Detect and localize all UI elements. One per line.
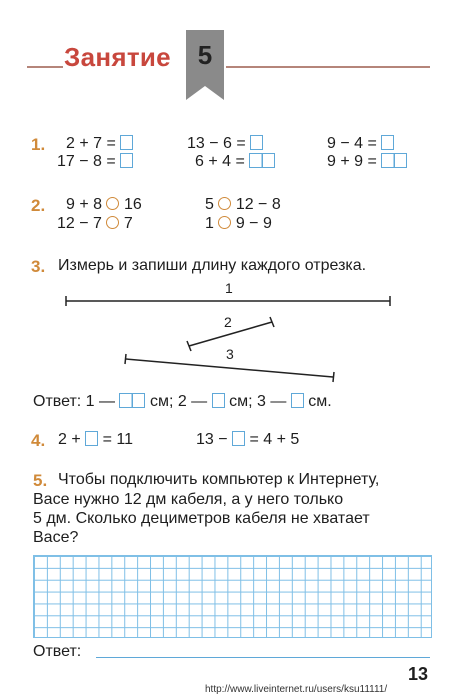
task4-equation-2: 13 − = 4 + 5 (196, 431, 300, 448)
segment-label-3: 3 (226, 346, 234, 362)
task3-number: 3. (31, 257, 46, 276)
task1-expr-2: 17 − 8 = (57, 153, 133, 171)
task2-compare-4: 1 9 − 9 (205, 215, 272, 232)
task5-text-line-3: 5 дм. Сколько дециметров кабеля не хватает (33, 510, 370, 527)
answer-box[interactable] (232, 431, 245, 446)
answer-box[interactable] (212, 393, 225, 408)
compare-circle[interactable] (106, 197, 119, 210)
answer-box[interactable] (85, 431, 98, 446)
task2-compare-2: 12 − 7 7 (57, 215, 133, 232)
answer-box-double[interactable] (119, 393, 145, 408)
lesson-number: 5 (197, 40, 213, 70)
task1-expr-5: 9 − 4 = (327, 135, 394, 153)
task4-equation-1: 2 + = 11 (58, 431, 133, 448)
segment-label-1: 1 (225, 280, 233, 296)
work-grid[interactable] (33, 555, 432, 638)
answer-box[interactable] (120, 153, 133, 168)
segment-label-2: 2 (224, 314, 232, 330)
task3-text: Измерь и запиши длину каждого отрезка. (58, 257, 367, 274)
task1-expr-1: 2 + 7 = (66, 135, 133, 153)
answer-line[interactable] (96, 657, 430, 658)
answer-box-double[interactable] (381, 153, 407, 168)
header-rule-right (226, 66, 430, 68)
compare-circle[interactable] (106, 216, 119, 229)
answer-box[interactable] (250, 135, 263, 150)
answer-box[interactable] (381, 135, 394, 150)
page-number: 13 (408, 664, 429, 684)
answer-box[interactable] (291, 393, 304, 408)
task5-text-line-2: Васе нужно 12 дм кабеля, а у него только (33, 491, 344, 508)
task4-number: 4. (31, 431, 46, 450)
task5-number: 5. (33, 471, 48, 490)
task5-text-line-1: Чтобы подключить компьютер к Интернету, (58, 471, 380, 488)
segments-figure (0, 278, 469, 383)
task2-compare-1: 9 + 8 16 (66, 196, 142, 213)
compare-circle[interactable] (218, 216, 231, 229)
compare-circle[interactable] (218, 197, 231, 210)
task1-expr-6: 9 + 9 = (327, 153, 407, 171)
header-rule-left (27, 66, 63, 68)
task5-answer-label: Ответ: (33, 643, 82, 660)
task1-expr-3: 13 − 6 = (187, 135, 263, 153)
source-url: http://www.liveinternet.ru/users/ksu11111/ (205, 684, 388, 695)
task2-compare-3: 5 12 − 8 (205, 196, 281, 213)
answer-box[interactable] (120, 135, 133, 150)
lesson-title: Занятие (64, 42, 171, 72)
task2-number: 2. (31, 196, 46, 215)
answer-box-double[interactable] (249, 153, 275, 168)
task1-number: 1. (31, 135, 46, 154)
task1-expr-4: 6 + 4 = (195, 153, 275, 171)
task5-text-line-4: Васе? (33, 529, 79, 546)
task3-answer-row: Ответ: 1 — см; 2 — см; 3 — см. (33, 393, 332, 410)
